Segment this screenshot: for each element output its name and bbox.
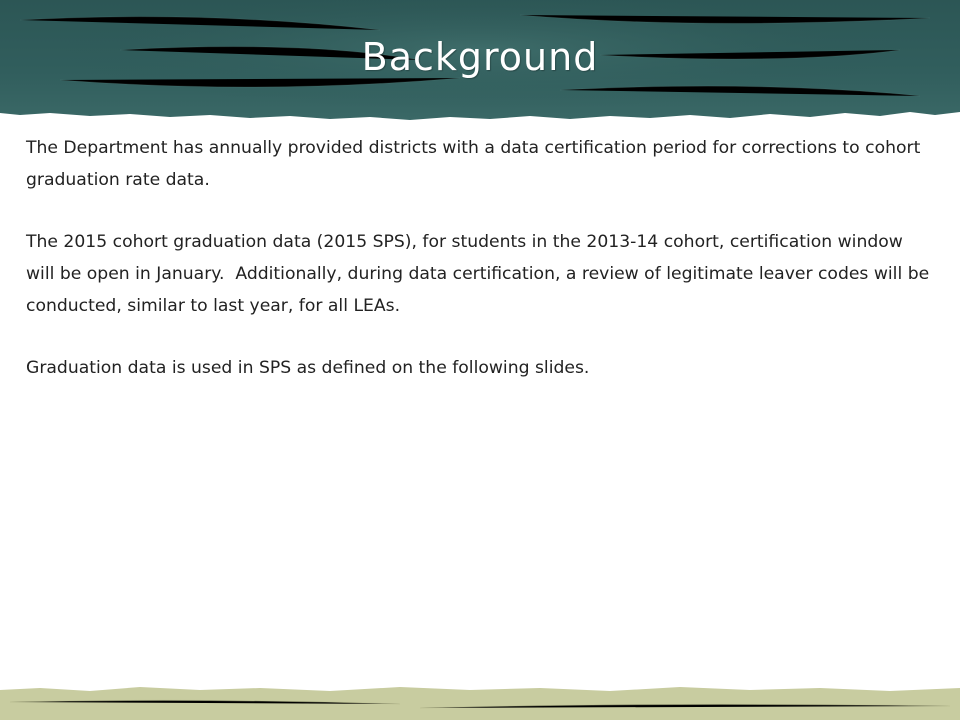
body-paragraph-2: The 2015 cohort graduation data (2015 SPS), for students in the 2013-14 cohort, certification window will be open in January. Additionally, during data certification, a review of legitimate leaver codes will be conducted, similar to last year, for all LEAs.: [26, 232, 935, 316]
body-paragraph-1: The Department has annually provided districts with a data certification period for corrections to cohort graduation rate data.: [26, 138, 926, 190]
slide-title: Background: [361, 35, 599, 79]
footer-band: [0, 684, 960, 720]
body-paragraph-3: Graduation data is used in SPS as defined on the following slides.: [26, 358, 590, 378]
slide-body: [26, 132, 936, 384]
